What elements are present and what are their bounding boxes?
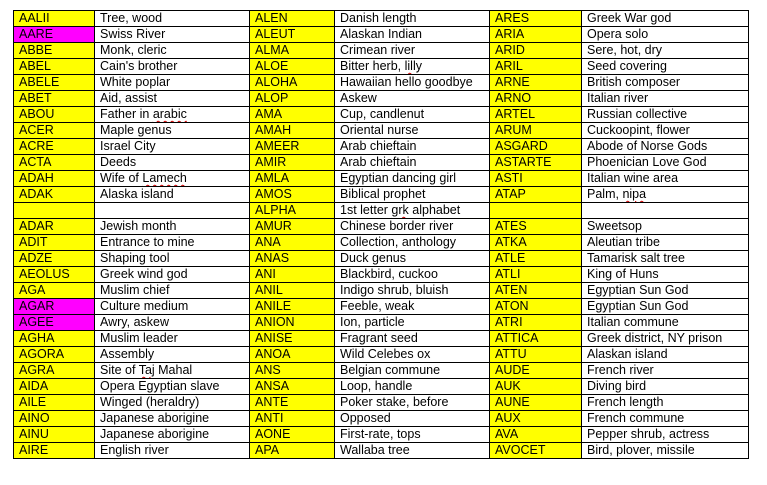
word-cell[interactable]: AALII [14, 11, 95, 27]
definition-cell[interactable]: White poplar [95, 75, 250, 91]
definition-cell[interactable]: Hawaiian hello goodbye [335, 75, 490, 91]
definition-cell[interactable]: Indigo shrub, bluish [335, 283, 490, 299]
word-cell[interactable]: AMOS [250, 187, 335, 203]
word-cell[interactable]: ABBE [14, 43, 95, 59]
definition-cell[interactable]: Egyptian dancing girl [335, 171, 490, 187]
definition-cell[interactable]: Bird, plover, missile [582, 443, 749, 459]
definition-cell[interactable]: Sweetsop [582, 219, 749, 235]
spellcheck-squiggle: Lamech [142, 171, 187, 185]
word-cell[interactable]: ANOA [250, 347, 335, 363]
word-cell[interactable]: ATAP [490, 187, 582, 203]
table-row [14, 395, 749, 411]
definition-cell[interactable]: Fragrant seed [335, 331, 490, 347]
definition-cell[interactable]: Opera solo [582, 27, 749, 43]
table-row [14, 235, 749, 251]
word-cell[interactable]: AGORA [14, 347, 95, 363]
definition-cell[interactable]: Opposed [335, 411, 490, 427]
definition-cell[interactable] [582, 203, 749, 219]
table-row [14, 11, 749, 27]
table-row [14, 267, 749, 283]
word-cell[interactable]: AUNE [490, 395, 582, 411]
definition-cell[interactable]: Feeble, weak [335, 299, 490, 315]
word-cell[interactable]: APA [250, 443, 335, 459]
word-cell[interactable]: ARID [490, 43, 582, 59]
word-cell[interactable]: ANILE [250, 299, 335, 315]
definition-cell[interactable]: Italian wine area [582, 171, 749, 187]
table-row [14, 315, 749, 331]
table-row [14, 187, 749, 203]
definition-cell[interactable]: Loop, handle [335, 379, 490, 395]
definition-cell[interactable]: King of Huns [582, 267, 749, 283]
definition-cell[interactable]: Tamarisk salt tree [582, 251, 749, 267]
word-cell[interactable]: ASTI [490, 171, 582, 187]
table-row [14, 299, 749, 315]
word-cell[interactable]: AGA [14, 283, 95, 299]
table-row [14, 171, 749, 187]
definition-cell[interactable]: Maple genus [95, 123, 250, 139]
word-cell[interactable]: ASTARTE [490, 155, 582, 171]
word-cell[interactable]: AINO [14, 411, 95, 427]
definition-cell[interactable]: Greek wind god [95, 267, 250, 283]
definition-cell[interactable]: Awry, askew [95, 315, 250, 331]
word-cell[interactable]: ADAR [14, 219, 95, 235]
definition-cell[interactable]: Wild Celebes ox [335, 347, 490, 363]
word-cell[interactable]: ARUM [490, 123, 582, 139]
definition-cell[interactable]: Alaska island [95, 187, 250, 203]
spellcheck-squiggle: Taj [138, 363, 155, 377]
definition-cell[interactable]: Biblical prophet [335, 187, 490, 203]
table-row [14, 75, 749, 91]
definition-cell[interactable]: Oriental nurse [335, 123, 490, 139]
word-cell[interactable]: ANISE [250, 331, 335, 347]
word-cell[interactable]: ATTICA [490, 331, 582, 347]
definition-cell[interactable]: Seed covering [582, 59, 749, 75]
word-cell[interactable]: ANTI [250, 411, 335, 427]
table-row [14, 139, 749, 155]
definition-cell[interactable]: 1st letter grk alphabet [335, 203, 490, 219]
word-cell[interactable]: ATEN [490, 283, 582, 299]
word-cell[interactable]: AUX [490, 411, 582, 427]
definition-cell[interactable]: French commune [582, 411, 749, 427]
definition-cell[interactable]: French length [582, 395, 749, 411]
definition-cell[interactable]: Israel City [95, 139, 250, 155]
table-row [14, 251, 749, 267]
definition-cell[interactable] [95, 203, 250, 219]
definition-cell[interactable]: Palm, nipa [582, 187, 749, 203]
word-cell[interactable]: AARE [14, 27, 95, 43]
definition-cell[interactable]: Blackbird, cuckoo [335, 267, 490, 283]
word-cell[interactable]: ALPHA [250, 203, 335, 219]
word-table [13, 10, 749, 459]
word-cell[interactable]: ABOU [14, 107, 95, 123]
definition-cell[interactable]: Cuckoopint, flower [582, 123, 749, 139]
spellcheck-squiggle: arabic [152, 107, 187, 121]
word-cell[interactable]: AINU [14, 427, 95, 443]
word-cell[interactable]: ARES [490, 11, 582, 27]
word-cell[interactable]: ARTEL [490, 107, 582, 123]
definition-cell[interactable]: Italian river [582, 91, 749, 107]
definition-cell[interactable]: Assembly [95, 347, 250, 363]
word-cell[interactable]: ABEL [14, 59, 95, 75]
word-cell[interactable]: ANTE [250, 395, 335, 411]
definition-cell[interactable]: Greek district, NY prison [582, 331, 749, 347]
definition-cell[interactable]: Cain's brother [95, 59, 250, 75]
definition-cell[interactable]: Culture medium [95, 299, 250, 315]
definition-cell[interactable]: Alaskan Indian [335, 27, 490, 43]
word-cell[interactable]: ATES [490, 219, 582, 235]
definition-cell[interactable]: Site of Taj Mahal [95, 363, 250, 379]
word-cell[interactable]: AVA [490, 427, 582, 443]
table-row [14, 107, 749, 123]
word-cell[interactable]: ATLI [490, 267, 582, 283]
definition-cell[interactable]: British composer [582, 75, 749, 91]
table-row [14, 59, 749, 75]
definition-cell[interactable]: Bitter herb, lilly [335, 59, 490, 75]
definition-cell[interactable]: Sere, hot, dry [582, 43, 749, 59]
word-cell[interactable]: ATRI [490, 315, 582, 331]
word-cell[interactable]: ANAS [250, 251, 335, 267]
definition-cell[interactable]: Chinese border river [335, 219, 490, 235]
word-cell[interactable]: AMAH [250, 123, 335, 139]
word-cell[interactable]: ARIL [490, 59, 582, 75]
table-row [14, 379, 749, 395]
definition-cell[interactable]: Entrance to mine [95, 235, 250, 251]
word-cell[interactable]: ABELE [14, 75, 95, 91]
table-row [14, 91, 749, 107]
definition-cell[interactable]: Japanese aborigine [95, 427, 250, 443]
word-cell[interactable]: ATKA [490, 235, 582, 251]
table-row [14, 43, 749, 59]
definition-cell[interactable]: Askew [335, 91, 490, 107]
definition-cell[interactable]: Wife of Lamech [95, 171, 250, 187]
word-cell[interactable]: ADAH [14, 171, 95, 187]
word-cell[interactable]: AVOCET [490, 443, 582, 459]
definition-cell[interactable]: Muslim leader [95, 331, 250, 347]
word-cell[interactable]: AIDA [14, 379, 95, 395]
table-row [14, 427, 749, 443]
spellcheck-squiggle: nipa [622, 187, 647, 201]
word-cell[interactable]: ASGARD [490, 139, 582, 155]
definition-cell[interactable]: Jewish month [95, 219, 250, 235]
word-cell[interactable]: AUDE [490, 363, 582, 379]
table-row [14, 411, 749, 427]
definition-cell[interactable]: Winged (heraldry) [95, 395, 250, 411]
definition-cell[interactable]: Cup, candlenut [335, 107, 490, 123]
word-cell[interactable] [14, 203, 95, 219]
definition-cell[interactable]: Aleutian tribe [582, 235, 749, 251]
definition-cell[interactable]: Aid, assist [95, 91, 250, 107]
definition-cell[interactable]: Ion, particle [335, 315, 490, 331]
definition-cell[interactable]: Arab chieftain [335, 155, 490, 171]
definition-cell[interactable]: Father in arabic [95, 107, 250, 123]
word-cell[interactable]: ANION [250, 315, 335, 331]
word-cell[interactable]: ARNE [490, 75, 582, 91]
word-cell[interactable]: ANIL [250, 283, 335, 299]
definition-cell[interactable]: Danish length [335, 11, 490, 27]
definition-cell[interactable]: Abode of Norse Gods [582, 139, 749, 155]
table-row [14, 27, 749, 43]
word-cell[interactable]: ALEN [250, 11, 335, 27]
table-row [14, 283, 749, 299]
word-cell[interactable]: AMUR [250, 219, 335, 235]
word-cell[interactable]: ANI [250, 267, 335, 283]
definition-cell[interactable]: Collection, anthology [335, 235, 490, 251]
spellcheck-squiggle: grk [391, 203, 409, 217]
word-cell[interactable]: ALOP [250, 91, 335, 107]
definition-cell[interactable]: Crimean river [335, 43, 490, 59]
word-cell[interactable] [490, 203, 582, 219]
definition-cell[interactable]: Muslim chief [95, 283, 250, 299]
word-cell[interactable]: ALMA [250, 43, 335, 59]
definition-cell[interactable]: Poker stake, before [335, 395, 490, 411]
definition-cell[interactable]: Deeds [95, 155, 250, 171]
word-cell[interactable]: AGRA [14, 363, 95, 379]
word-cell[interactable]: ANA [250, 235, 335, 251]
definition-cell[interactable]: Arab chieftain [335, 139, 490, 155]
spellcheck-squiggle: lilly [404, 59, 422, 73]
word-cell[interactable]: ANS [250, 363, 335, 379]
definition-cell[interactable]: Shaping tool [95, 251, 250, 267]
table-row [14, 219, 749, 235]
definition-cell[interactable]: First-rate, tops [335, 427, 490, 443]
word-cell[interactable]: ALOE [250, 59, 335, 75]
word-cell[interactable]: AEOLUS [14, 267, 95, 283]
word-cell[interactable]: AMEER [250, 139, 335, 155]
definition-cell[interactable]: Duck genus [335, 251, 490, 267]
definition-cell[interactable]: Italian commune [582, 315, 749, 331]
definition-cell[interactable]: Pepper shrub, actress [582, 427, 749, 443]
table-row [14, 363, 749, 379]
definition-cell[interactable]: Monk, cleric [95, 43, 250, 59]
word-cell[interactable]: ARNO [490, 91, 582, 107]
word-cell[interactable]: ADZE [14, 251, 95, 267]
table-row [14, 203, 749, 219]
word-cell[interactable]: AMIR [250, 155, 335, 171]
definition-cell[interactable]: Diving bird [582, 379, 749, 395]
word-cell[interactable]: ANSA [250, 379, 335, 395]
word-cell[interactable]: AGHA [14, 331, 95, 347]
word-cell[interactable]: ACTA [14, 155, 95, 171]
word-cell[interactable]: AIRE [14, 443, 95, 459]
definition-cell[interactable]: Swiss River [95, 27, 250, 43]
word-cell[interactable]: AMLA [250, 171, 335, 187]
word-cell[interactable]: ARIA [490, 27, 582, 43]
word-cell[interactable]: AUK [490, 379, 582, 395]
word-cell[interactable]: ACRE [14, 139, 95, 155]
definition-cell[interactable]: Egyptian Sun God [582, 299, 749, 315]
definition-cell[interactable]: Phoenician Love God [582, 155, 749, 171]
definition-cell[interactable]: Wallaba tree [335, 443, 490, 459]
definition-cell[interactable]: English river [95, 443, 250, 459]
table-row [14, 155, 749, 171]
word-cell[interactable]: ABET [14, 91, 95, 107]
word-cell[interactable]: ADIT [14, 235, 95, 251]
definition-cell[interactable]: Opera Egyptian slave [95, 379, 250, 395]
word-cell[interactable]: ATON [490, 299, 582, 315]
table-row [14, 443, 749, 459]
table-row [14, 347, 749, 363]
word-cell[interactable]: ALEUT [250, 27, 335, 43]
definition-cell[interactable]: Alaskan island [582, 347, 749, 363]
word-cell[interactable]: AMA [250, 107, 335, 123]
word-cell[interactable]: AONE [250, 427, 335, 443]
definition-cell[interactable]: Russian collective [582, 107, 749, 123]
definition-cell[interactable]: Japanese aborigine [95, 411, 250, 427]
word-cell[interactable]: ACER [14, 123, 95, 139]
definition-cell[interactable]: Egyptian Sun God [582, 283, 749, 299]
word-cell[interactable]: ATTU [490, 347, 582, 363]
definition-cell[interactable]: Belgian commune [335, 363, 490, 379]
word-cell[interactable]: ATLE [490, 251, 582, 267]
definition-cell[interactable]: French river [582, 363, 749, 379]
definition-cell[interactable]: Greek War god [582, 11, 749, 27]
table-row [14, 331, 749, 347]
word-cell[interactable]: ALOHA [250, 75, 335, 91]
table-row [14, 123, 749, 139]
word-cell[interactable]: AGEE [14, 315, 95, 331]
word-cell[interactable]: ADAK [14, 187, 95, 203]
definition-cell[interactable]: Tree, wood [95, 11, 250, 27]
word-cell[interactable]: AGAR [14, 299, 95, 315]
word-cell[interactable]: AILE [14, 395, 95, 411]
